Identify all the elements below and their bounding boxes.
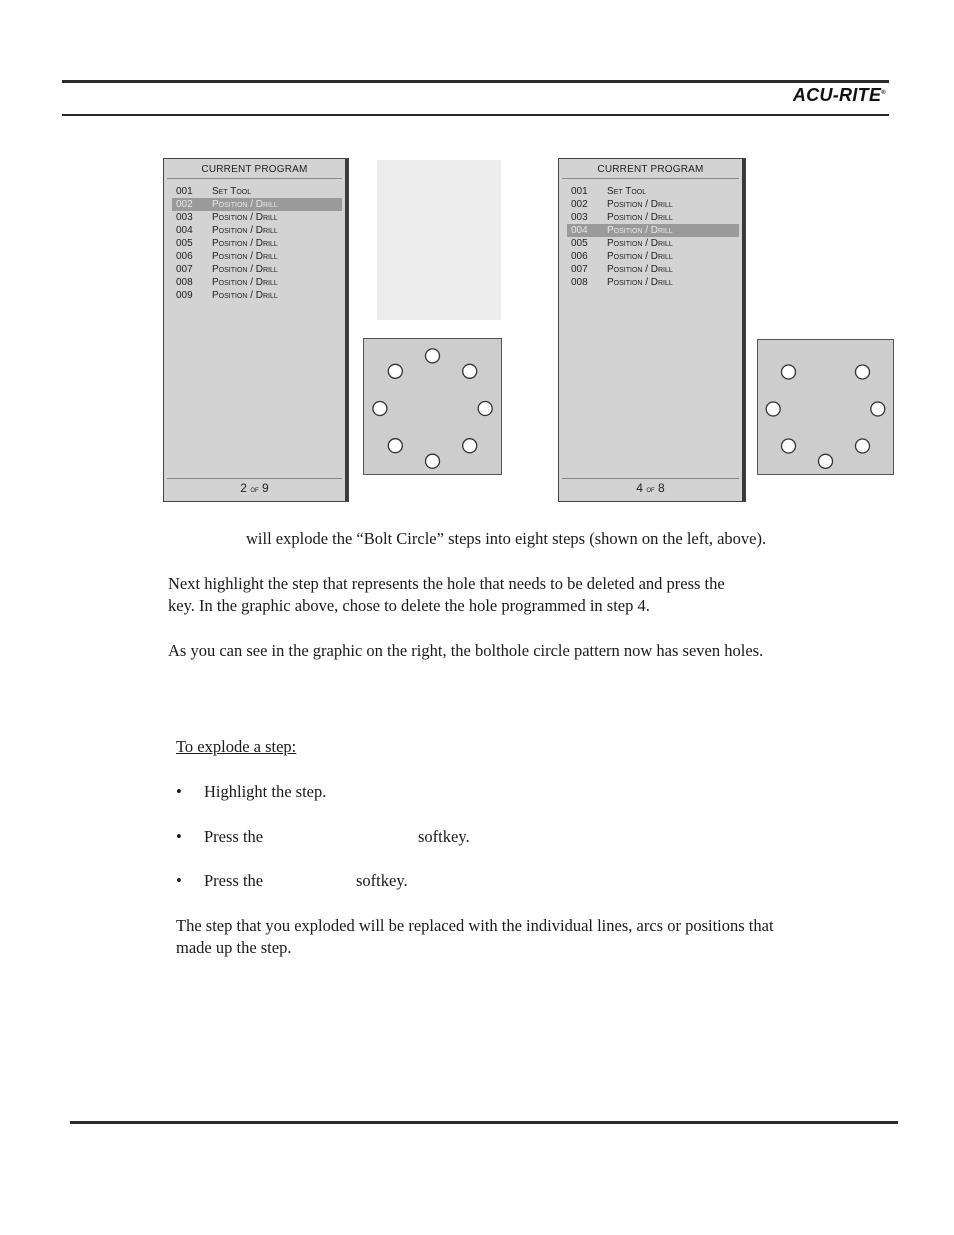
program-step-005[interactable] [176, 237, 342, 250]
step-label: Position / Drill [607, 264, 673, 275]
header-rule-bottom [62, 114, 889, 116]
step-number: 003 [571, 212, 588, 223]
acu-rite-logo [793, 85, 886, 106]
panel-title: CURRENT PROGRAM [167, 162, 342, 179]
step-label: Position / Drill [607, 225, 673, 236]
step-number: 004 [571, 225, 588, 236]
step-label: Position / Drill [607, 251, 673, 262]
step-number: 006 [571, 251, 588, 262]
bolt-hole [388, 439, 402, 453]
program-step-003[interactable] [571, 211, 739, 224]
bolt-hole [388, 364, 402, 378]
bolt-hole [871, 402, 885, 416]
panel-shadow [742, 159, 745, 501]
bullet-press-softkey-1-post: softkey. [418, 827, 470, 846]
bullet-press-softkey-1-pre: Press the [204, 827, 264, 846]
program-step-002[interactable] [172, 198, 342, 211]
step-number: 005 [176, 238, 193, 249]
step-label: Set Tool [607, 186, 647, 197]
program-step-001[interactable] [571, 185, 739, 198]
paragraph-explode-result: will explode the “Bolt Circle” steps into eight steps (shown on the left, above). [246, 529, 767, 548]
footer-current: 4 [636, 481, 643, 495]
paragraph-replaced-line1: The step that you exploded will be replaced with the individual lines, arcs or positions that [176, 916, 774, 935]
step-label: Position / Drill [607, 238, 673, 249]
bullet-press-softkey-2-pre: Press the [204, 871, 264, 890]
bolt-hole [426, 454, 440, 468]
step-number: 002 [571, 199, 588, 210]
step-label: Position / Drill [212, 225, 278, 236]
step-label: Set Tool [212, 186, 252, 197]
step-label: Position / Drill [607, 199, 673, 210]
panel-shadow [345, 159, 348, 501]
program-step-007[interactable] [176, 263, 342, 276]
paragraph-replaced-line2: made up the step. [176, 938, 292, 957]
bolt-circle-svg [364, 339, 501, 474]
program-step-004[interactable] [176, 224, 342, 237]
panel-title: CURRENT PROGRAM [562, 162, 739, 179]
panel-footer [562, 478, 739, 498]
bolt-hole [426, 349, 440, 363]
bolt-hole [463, 364, 477, 378]
program-step-001[interactable] [176, 185, 342, 198]
right-bolt-circle-graphic [757, 339, 894, 475]
program-step-009[interactable] [176, 289, 342, 302]
program-step-006[interactable] [176, 250, 342, 263]
step-number: 002 [176, 199, 193, 210]
bolt-hole [463, 439, 477, 453]
bolt-hole [478, 402, 492, 416]
registered-mark: ® [881, 90, 886, 96]
paragraph-highlight-line2: key. In the graphic above, chose to delete the hole programmed in step 4. [168, 596, 650, 615]
program-step-002[interactable] [571, 198, 739, 211]
bullet-marker: • [176, 782, 182, 801]
footer-of: of [250, 484, 259, 494]
subheading-explode-step: To explode a step: [176, 737, 297, 756]
program-step-004[interactable] [567, 224, 739, 237]
step-list [571, 185, 739, 289]
paragraph-highlight-line1: Next highlight the step that represents the hole that needs to be deleted and press the [168, 574, 725, 593]
step-number: 008 [176, 277, 193, 288]
bullet-marker: • [176, 871, 182, 890]
step-number: 008 [571, 277, 588, 288]
step-label: Position / Drill [607, 277, 673, 288]
bolt-hole [819, 454, 833, 468]
step-number: 007 [176, 264, 193, 275]
blank-graphic-area [377, 160, 501, 320]
bolt-hole [782, 365, 796, 379]
step-number: 003 [176, 212, 193, 223]
left-bolt-circle-graphic [363, 338, 502, 475]
step-label: Position / Drill [212, 251, 278, 262]
paragraph-seven-holes: As you can see in the graphic on the right, the bolthole circle pattern now has seven holes. [168, 641, 764, 660]
program-step-008[interactable] [176, 276, 342, 289]
step-number: 001 [176, 186, 193, 197]
footer-current: 2 [240, 481, 247, 495]
footer-of: of [646, 484, 655, 494]
step-label: Position / Drill [212, 199, 278, 210]
header-rule-top [62, 80, 889, 83]
program-step-007[interactable] [571, 263, 739, 276]
bolt-hole [856, 365, 870, 379]
step-number: 001 [571, 186, 588, 197]
bolt-hole [766, 402, 780, 416]
panel-footer [167, 478, 342, 498]
left-program-panel [163, 158, 349, 502]
step-list [176, 185, 342, 302]
program-step-008[interactable] [571, 276, 739, 289]
step-label: Position / Drill [212, 238, 278, 249]
step-number: 009 [176, 290, 193, 301]
bullet-marker: • [176, 827, 182, 846]
step-label: Position / Drill [212, 277, 278, 288]
step-number: 006 [176, 251, 193, 262]
step-label: Position / Drill [607, 212, 673, 223]
logo-text: ACU-RITE [792, 85, 882, 105]
program-step-005[interactable] [571, 237, 739, 250]
step-label: Position / Drill [212, 264, 278, 275]
bolt-circle-svg [758, 340, 893, 474]
bolt-hole [373, 402, 387, 416]
step-label: Position / Drill [212, 290, 278, 301]
bolt-hole [856, 439, 870, 453]
bolt-hole [782, 439, 796, 453]
footer-total: 8 [658, 481, 665, 495]
program-step-003[interactable] [176, 211, 342, 224]
right-program-panel [558, 158, 746, 502]
step-number: 005 [571, 238, 588, 249]
bullet-press-softkey-2-post: softkey. [356, 871, 408, 890]
bullet-highlight-step: Highlight the step. [204, 782, 327, 801]
step-label: Position / Drill [212, 212, 278, 223]
step-number: 004 [176, 225, 193, 236]
program-step-006[interactable] [571, 250, 739, 263]
footer-rule [70, 1121, 898, 1124]
footer-total: 9 [262, 481, 269, 495]
step-number: 007 [571, 264, 588, 275]
